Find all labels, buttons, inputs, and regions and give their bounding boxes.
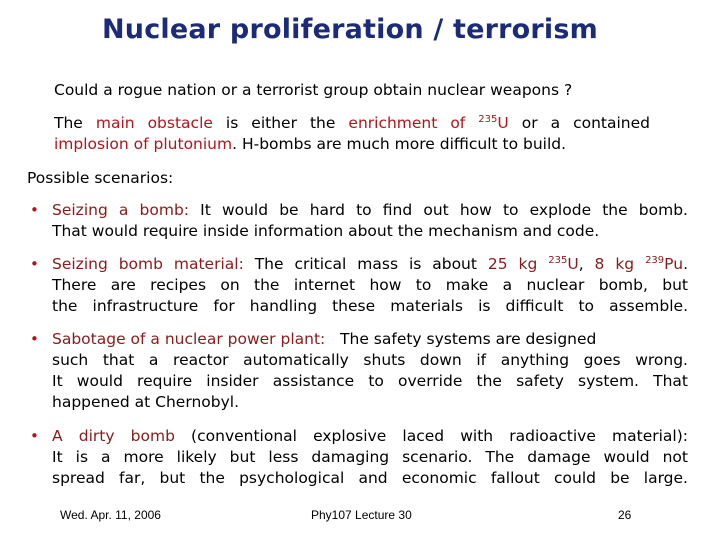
text-fragment: enrichment of [348, 114, 479, 132]
scenario-line: happened at Chernobyl. [52, 393, 239, 411]
isotope-mass: 239 [645, 255, 665, 266]
scenario-term: Sabotage of a nuclear power plant: [52, 330, 326, 348]
scenario-line: such that a reactor automatically shuts down if anything goes wrong. [52, 351, 688, 369]
scenario-seizing-material [52, 254, 688, 317]
text-fragment: 8 kg [594, 255, 646, 273]
footer-page-number: 26 [618, 508, 632, 522]
text-fragment: . [683, 255, 688, 273]
isotope-symbol: Pu [664, 255, 684, 273]
isotope-mass: 235 [478, 114, 498, 125]
text-fragment: or a contained [508, 114, 651, 132]
footer-date: Wed. Apr. 11, 2006 [60, 508, 161, 522]
isotope-symbol: U [497, 114, 509, 132]
scenarios-heading: Possible scenarios: [27, 169, 174, 187]
bullet-icon: • [30, 255, 39, 273]
scenario-line: There are recipes on the internet how to make a nuclear bomb, but [52, 276, 688, 294]
text-fragment: 25 kg [487, 255, 549, 273]
enrichment-term [348, 114, 508, 132]
text-fragment: The [54, 114, 96, 132]
scenario-line [52, 200, 688, 221]
text-fragment: The safety systems are designed [325, 330, 597, 348]
implosion-term: implosion of plutonium [54, 135, 233, 153]
slide-title: Nuclear proliferation / terrorism [102, 14, 598, 45]
scenario-dirty-bomb [52, 426, 688, 489]
footer-course: Phy107 Lecture 30 [311, 508, 412, 522]
isotope-mass: 235 [548, 255, 568, 266]
bullet-icon: • [30, 427, 39, 445]
scenario-term: Seizing bomb material: [52, 255, 244, 273]
scenario-line: the infrastructure for handling these materials is difficult to assemble. [52, 297, 688, 315]
scenario-line [52, 426, 688, 447]
mass-uranium [488, 255, 579, 273]
text-fragment: It would be hard to find out how to explode the bomb. [189, 201, 688, 219]
scenario-line [52, 254, 688, 275]
text-fragment: . H-bombs are much more difficult to build. [232, 135, 567, 153]
scenario-line: It is a more likely but less damaging scenario. The damage would not [52, 448, 688, 466]
mass-plutonium [595, 255, 684, 273]
main-obstacle-term: main obstacle [95, 114, 213, 132]
intro-obstacle-line2 [54, 134, 650, 155]
bullet-icon: • [30, 201, 39, 219]
scenario-seizing-bomb [52, 200, 688, 242]
intro-obstacle [54, 113, 650, 155]
text-fragment: is either the [212, 114, 349, 132]
scenario-line: It would require insider assistance to override the safety system. That [52, 372, 688, 390]
intro-question: Could a rogue nation or a terrorist group obtain nuclear weapons ? [54, 81, 573, 99]
scenario-sabotage [52, 329, 688, 413]
scenario-term: Seizing a bomb: [52, 201, 190, 219]
scenario-line: spread far, but the psychological and economic fallout could be large. [52, 469, 688, 487]
bullet-icon: • [30, 330, 39, 348]
scenario-term: A dirty bomb [52, 427, 175, 445]
text-fragment: , [578, 255, 595, 273]
text-fragment: (conventional explosive laced with radioactive material): [174, 427, 688, 445]
scenario-line: That would require inside information about the mechanism and code. [52, 222, 600, 240]
scenario-line [52, 329, 688, 350]
text-fragment: The critical mass is about [243, 255, 488, 273]
intro-obstacle-line1 [54, 113, 650, 134]
isotope-symbol: U [567, 255, 579, 273]
